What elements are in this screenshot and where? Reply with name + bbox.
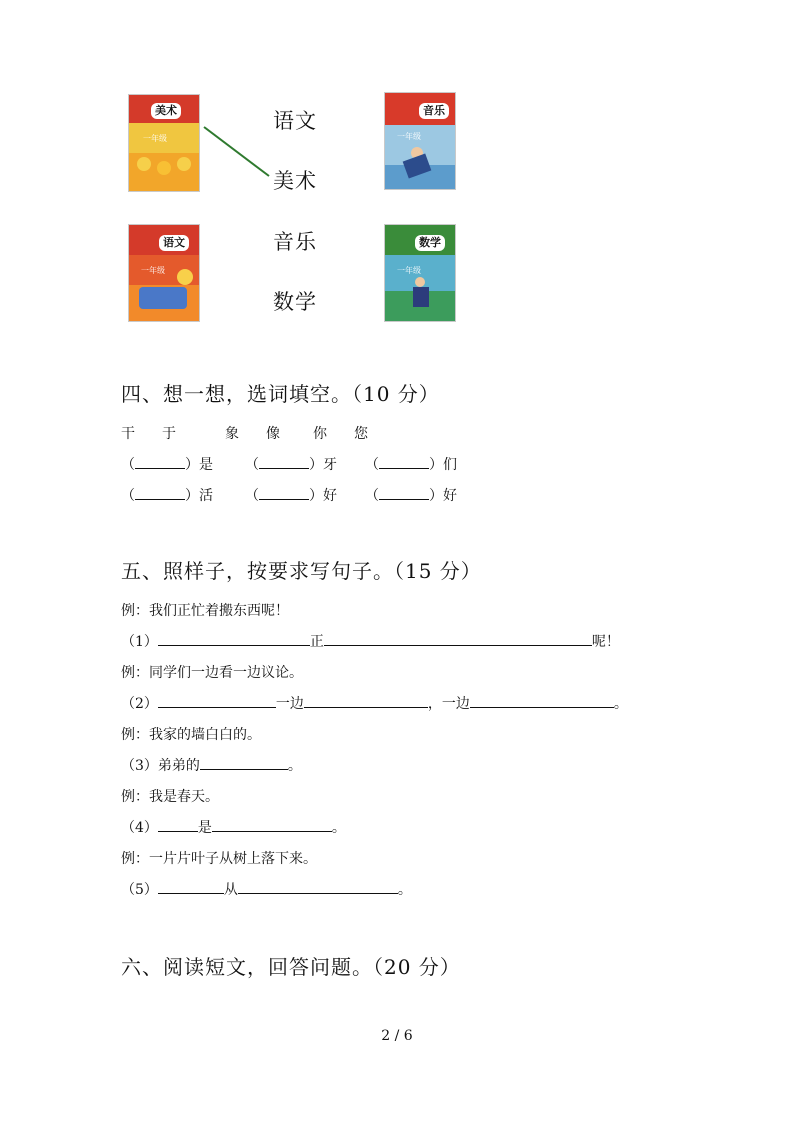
sentence-item: （1） 正 呢！ [121, 631, 620, 651]
book-grade: 一年级 [143, 134, 167, 143]
word-bank-word: 于 [162, 426, 176, 442]
answer-blank[interactable] [470, 693, 614, 708]
subject-art[interactable]: 美术 [273, 169, 317, 193]
fill-item: （ ）好 [365, 485, 457, 505]
book-label: 数学 [415, 235, 445, 251]
book-label: 音乐 [419, 103, 449, 119]
word-bank-word: 象 [225, 426, 239, 442]
answer-blank[interactable] [379, 485, 429, 500]
word-bank-word: 干 [121, 426, 135, 442]
subject-music[interactable]: 音乐 [273, 230, 317, 254]
section4-heading: 四、想一想，选词填空。（10 分） [121, 382, 440, 406]
subject-chinese[interactable]: 语文 [273, 109, 317, 133]
section5-heading: 五、照样子，按要求写句子。（15 分） [121, 559, 482, 583]
word-bank-word: 像 [266, 426, 280, 442]
answer-blank[interactable] [259, 485, 309, 500]
example-sentence: 例：我家的墙白白的。 [121, 727, 261, 743]
answer-blank[interactable] [158, 879, 224, 894]
fill-item: （ ）好 [245, 485, 337, 505]
subject-math[interactable]: 数学 [273, 290, 317, 314]
book-grade: 一年级 [397, 132, 421, 141]
sentence-item: （5） 从 。 [121, 879, 412, 899]
fill-item: （ ）活 [121, 485, 213, 505]
example-sentence: 例：一片片叶子从树上落下来。 [121, 851, 317, 867]
example-sentence: 例：我是春天。 [121, 789, 219, 805]
book-label: 美术 [151, 103, 181, 119]
answer-blank[interactable] [259, 454, 309, 469]
answer-blank[interactable] [158, 817, 198, 832]
page-number: 2 / 6 [381, 1028, 413, 1044]
answer-blank[interactable] [324, 631, 592, 646]
section6-heading: 六、阅读短文，回答问题。（20 分） [121, 955, 461, 979]
fill-item: （ ）牙 [245, 454, 337, 474]
answer-blank[interactable] [238, 879, 398, 894]
word-bank-word: 您 [354, 426, 368, 442]
matching-line [0, 0, 794, 400]
answer-blank[interactable] [158, 631, 310, 646]
answer-blank[interactable] [212, 817, 332, 832]
answer-blank[interactable] [379, 454, 429, 469]
book-grade: 一年级 [141, 266, 165, 275]
sentence-item: （2） 一边 ，一边 。 [121, 693, 628, 713]
answer-blank[interactable] [135, 485, 185, 500]
answer-blank[interactable] [200, 755, 288, 770]
book-grade: 一年级 [397, 266, 421, 275]
answer-blank[interactable] [135, 454, 185, 469]
sentence-item: （4） 是 。 [121, 817, 346, 837]
answer-blank[interactable] [304, 693, 428, 708]
example-sentence: 例：我们正忙着搬东西呢！ [121, 603, 289, 619]
fill-item: （ ）们 [365, 454, 457, 474]
word-bank-word: 你 [313, 426, 327, 442]
fill-item: （ ）是 [121, 454, 213, 474]
example-sentence: 例：同学们一边看一边议论。 [121, 665, 303, 681]
book-label: 语文 [159, 235, 189, 251]
sentence-item: （3）弟弟的 。 [121, 755, 302, 775]
answer-blank[interactable] [158, 693, 276, 708]
